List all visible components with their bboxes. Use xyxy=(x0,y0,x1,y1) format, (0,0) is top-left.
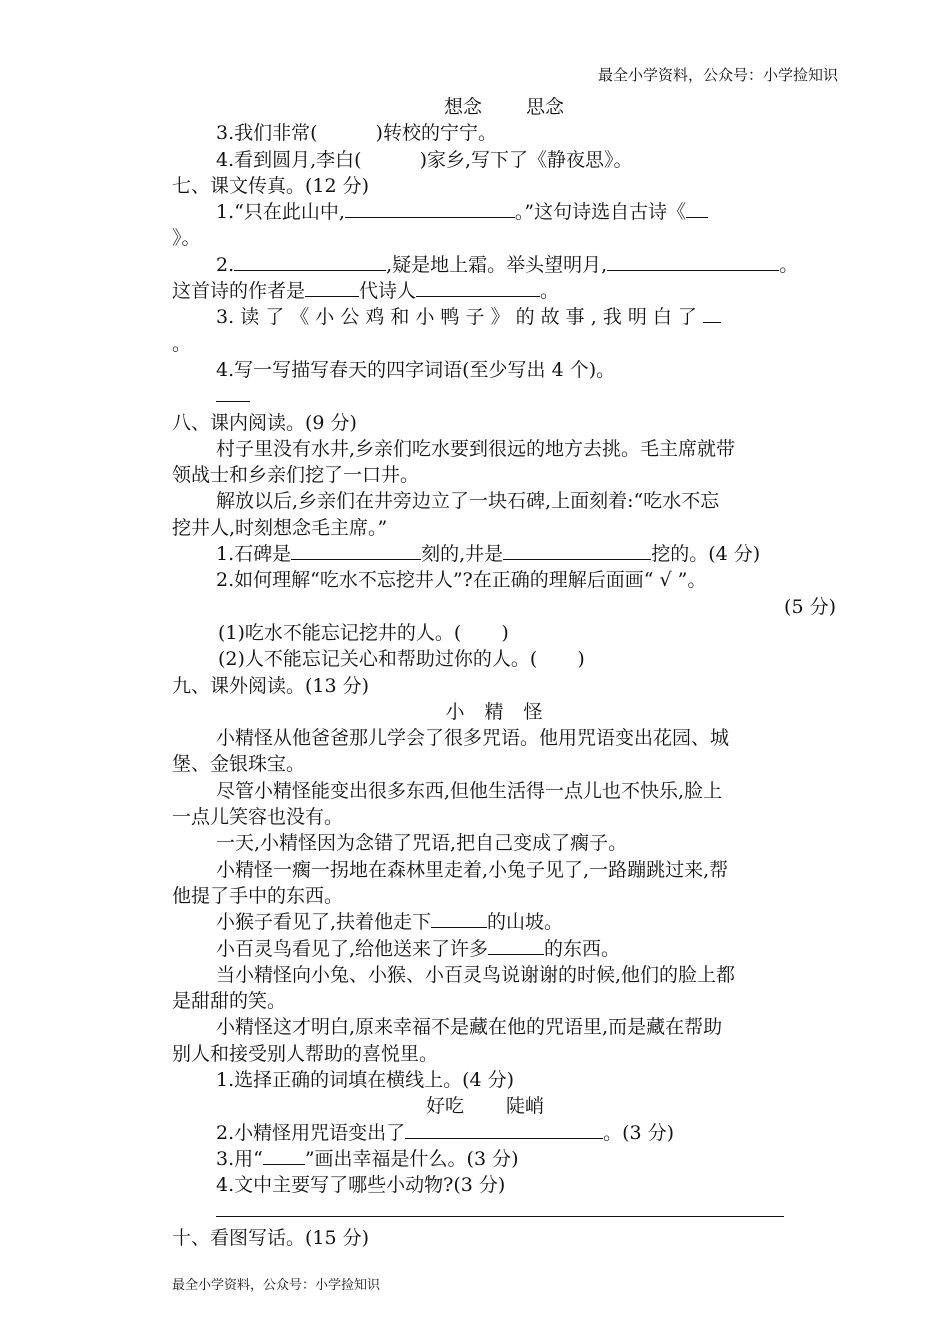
section-title: 七、课文传真。(12 分) xyxy=(172,174,370,197)
answer-blank[interactable] xyxy=(686,199,708,218)
section-title: 十、看图写话。(15 分) xyxy=(172,1226,370,1249)
answer-blank[interactable] xyxy=(431,909,487,928)
paragraph: 他提了手中的东西。 xyxy=(172,884,344,907)
paragraph: 小精怪这才明白,原来幸福不是藏在他的咒语里,而是藏在帮助 xyxy=(216,1016,723,1039)
page-footer: 最全小学资料，公众号：小学捡知识 xyxy=(172,1278,381,1293)
exam-content xyxy=(172,94,836,1251)
choice-option: (1)吃水不能忘记挖井的人。( ) xyxy=(218,621,509,644)
question-8-2: 2.如何理解“吃水不忘挖井人”?在正确的理解后面画“ √ ”。 xyxy=(216,569,707,592)
answer-blank[interactable] xyxy=(488,936,544,955)
word-option: 好吃 xyxy=(426,1095,465,1118)
story-title: 小精怪 xyxy=(445,700,563,723)
answer-blank[interactable] xyxy=(503,541,651,560)
answer-blank[interactable] xyxy=(345,199,515,218)
answer-blank[interactable] xyxy=(234,252,386,271)
paragraph: 是甜甜的笑。 xyxy=(172,990,287,1013)
question-7-3-end: 。 xyxy=(172,332,192,355)
word-option: 想念 xyxy=(443,96,482,118)
question-8-1: 1.石碑是 刻的,井是 挖的。(4 分) xyxy=(216,543,761,566)
answer-blank[interactable] xyxy=(405,1120,603,1139)
question-9-2: 2.小精怪用咒语变出了 。(3 分) xyxy=(216,1121,675,1144)
answer-blank[interactable] xyxy=(703,304,721,323)
paragraph: 一点儿笑容也没有。 xyxy=(172,806,344,829)
paragraph: 领战士和乡亲们挖了一口井。 xyxy=(172,464,420,487)
question-7-1: 1.“只在此山中, 。”这句诗选自古诗《 xyxy=(172,199,836,225)
choice-option: (2)人不能忘记关心和帮助过你的人。( ) xyxy=(218,648,585,671)
answer-blank[interactable] xyxy=(263,1146,305,1165)
question-7-2-cont: 这首诗的作者是 代诗人 。 xyxy=(172,280,560,303)
question-6-3: 3.我们非常( )转校的宁宁。 xyxy=(216,122,497,145)
answer-blank[interactable] xyxy=(305,278,359,297)
paragraph: 堡、金银珠宝。 xyxy=(172,753,306,776)
answer-blank[interactable] xyxy=(291,541,421,560)
word-options xyxy=(172,94,836,120)
paragraph: 小精怪一瘸一拐地在森林里走着,小兔子见了,一路蹦跳过来,帮 xyxy=(216,858,729,881)
paragraph: 尽管小精怪能变出很多东西,但他生活得一点儿也不快乐,脸上 xyxy=(216,779,723,802)
answer-blank[interactable] xyxy=(416,278,540,297)
answer-line xyxy=(172,383,836,409)
word-option: 陡峭 xyxy=(506,1095,545,1118)
question-6-4: 4.看到圆月,李白( )家乡,写下了《静夜思》。 xyxy=(216,148,633,171)
paragraph: 一天,小精怪因为念错了咒语,把自己变成了瘸子。 xyxy=(216,832,628,855)
paragraph: 解放以后,乡亲们在井旁边立了一块石碑,上面刻着:“吃水不忘 xyxy=(216,490,720,513)
answer-blank[interactable] xyxy=(216,1198,784,1217)
word-option: 思念 xyxy=(526,96,565,118)
question-9-1: 1.选择正确的词填在横线上。(4 分) xyxy=(216,1068,515,1091)
answer-blank[interactable] xyxy=(216,383,250,402)
paragraph: 村子里没有水井,乡亲们吃水要到很远的地方去挑。毛主席就带 xyxy=(216,437,736,460)
paragraph: 别人和接受别人帮助的喜悦里。 xyxy=(172,1042,439,1065)
section-title: 九、课外阅读。(13 分) xyxy=(172,674,370,697)
question-7-4: 4.写一写描写春天的四字词语(至少写出 4 个)。 xyxy=(216,358,616,381)
paragraph: 小百灵鸟看见了,给他送来了许多 的东西。 xyxy=(216,937,621,960)
question-9-4: 4.文中主要写了哪些小动物?(3 分) xyxy=(216,1174,506,1197)
question-9-3: 3.用“ ”画出幸福是什么。(3 分) xyxy=(216,1147,519,1170)
question-7-3: 3. 读 了 《 小 公 鸡 和 小 鸭 子 》 的 故 事 , 我 明 白 了 xyxy=(172,304,836,330)
answer-blank[interactable] xyxy=(607,252,779,271)
answer-line xyxy=(172,1198,836,1224)
page-header: 最全小学资料，公众号：小学捡知识 xyxy=(597,66,838,84)
paragraph: 当小精怪向小兔、小猴、小百灵鸟说谢谢的时候,他们的脸上都 xyxy=(216,963,736,986)
paragraph: 小猴子看见了,扶着他走下 的山坡。 xyxy=(216,911,564,934)
question-7-2: 2. ,疑是地上霜。举头望明月, 。 xyxy=(216,253,799,276)
question-7-1-end: 》。 xyxy=(172,227,201,250)
word-options xyxy=(172,1093,836,1119)
paragraph: 挖井人,时刻想念毛主席。” xyxy=(172,516,388,539)
section-title: 八、课内阅读。(9 分) xyxy=(172,411,357,434)
paragraph: 小精怪从他爸爸那儿学会了很多咒语。他用咒语变出花园、城 xyxy=(216,727,730,750)
question-score: (5 分) xyxy=(784,595,836,618)
